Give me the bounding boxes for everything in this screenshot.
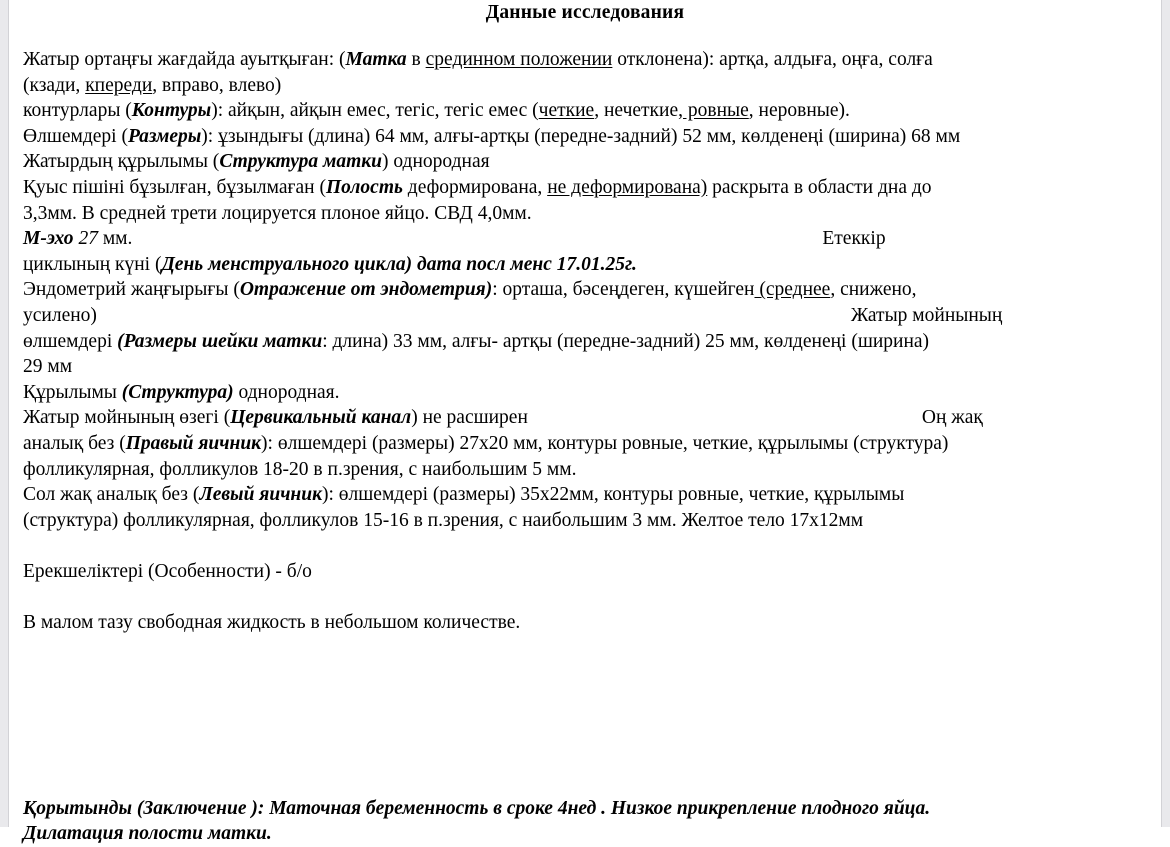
cavity-undeformed-underlined: не деформирована) bbox=[547, 176, 708, 198]
m-echo-unit: мм. bbox=[97, 228, 133, 250]
spacer-before-conclusion bbox=[23, 636, 1147, 796]
endo-average-underlined: (среднее bbox=[754, 279, 831, 301]
contours-term-bold: Контуры bbox=[131, 100, 212, 122]
right-ovary-post: ): өлшемдері (размеры) 27х20 мм, контуры ровные, четкие, құрылымы (структура) bbox=[261, 432, 949, 454]
m-echo-value: 27 bbox=[73, 228, 98, 250]
left-ovary-line bbox=[23, 482, 1147, 508]
uterus-options-underlined: кпереди bbox=[85, 74, 153, 96]
free-fluid-line: В малом тазу свободная жидкость в небольшом количестве. bbox=[23, 612, 521, 634]
contours-line bbox=[23, 98, 1147, 124]
cervix-term-bold: (Размеры шейки матки bbox=[117, 330, 323, 352]
cycle-pre: циклының күні ( bbox=[23, 253, 162, 275]
cervix-pre: өлшемдері bbox=[23, 330, 118, 352]
uterus-mid: в bbox=[406, 49, 426, 70]
uterus-position-after: отклонена): артқа, алдыға, оңға, солға bbox=[612, 49, 933, 70]
endo-pre: Эндометрий жаңғырығы ( bbox=[23, 279, 240, 301]
cervix-post: : длина) 33 мм, алғы- артқы (передне-задний) 25 мм, көлденеңі (ширина) bbox=[322, 330, 930, 352]
right-ovary-label-kk: Оң жақ bbox=[921, 407, 983, 429]
cavity-pre: Қуыс пішіні бұзылған, бұзылмаған ( bbox=[23, 176, 326, 198]
features-line: Ерекшеліктері (Особенности) - б/о bbox=[23, 560, 312, 582]
right-ovary-term-bold: Правый яичник bbox=[125, 432, 262, 454]
m-echo-line bbox=[23, 226, 1147, 252]
uterus-position-line bbox=[23, 47, 1147, 73]
sizes-post: ): ұзындығы (длина) 64 мм, алғы-артқы (передне-задний) 52 мм, көлденеңі (ширина) 68 мм bbox=[201, 125, 961, 147]
structure-term-bold: Структура матки bbox=[219, 151, 382, 173]
page-gutter-right bbox=[1161, 0, 1170, 827]
cavity-line-2: 3,3мм. В средней трети лоцируется плоное яйцо. СВД 4,0мм. bbox=[23, 202, 532, 224]
page-title: Данные исследования bbox=[485, 2, 685, 23]
contours-mid2: , нечеткие, bbox=[594, 100, 683, 122]
cervix-sizes-line-2: 29 мм bbox=[23, 356, 73, 378]
sizes-term-bold: Размеры bbox=[127, 125, 202, 147]
menstrual-label-kk: Етеккір bbox=[822, 228, 886, 250]
cervix-structure-pre: Құрылымы bbox=[23, 381, 122, 403]
endometrium-line bbox=[23, 277, 1147, 303]
uterus-structure-line bbox=[23, 149, 1147, 175]
spacer-after-ovaries bbox=[23, 533, 1147, 559]
right-ovary-line bbox=[23, 431, 1147, 457]
right-ovary-pre: аналық без ( bbox=[23, 432, 126, 454]
cycle-term-bold: День менструального цикла) дата посл менс 17.01.25г. bbox=[161, 253, 637, 275]
endo-mid: : орташа, бәсеңдеген, күшейген bbox=[492, 279, 755, 301]
cavity-line bbox=[23, 175, 1147, 201]
left-ovary-post: ): өлшемдері (размеры) 35х22мм, контуры ровные, четкие, құрылымы bbox=[322, 484, 905, 506]
uterus-sizes-line bbox=[23, 124, 1147, 150]
uterus-options-pre: (кзади, bbox=[23, 74, 86, 96]
contours-even-underlined: ровные bbox=[683, 100, 749, 122]
document-page bbox=[9, 0, 1161, 845]
endo-post: , снижено, bbox=[830, 279, 917, 301]
left-ovary-term-bold: Левый яичник bbox=[199, 484, 322, 506]
cervix-sizes-line bbox=[23, 329, 1147, 355]
canal-term-bold: Цервикальный канал bbox=[230, 407, 412, 429]
right-ovary-line-2: фолликулярная, фолликулов 18-20 в п.зрения, с наибольшим 5 мм. bbox=[23, 458, 577, 480]
cavity-post: раскрыта в области дна до bbox=[707, 176, 932, 198]
left-ovary-pre: Сол жақ аналық без ( bbox=[23, 484, 200, 506]
structure-pre: Жатырдың құрылымы ( bbox=[23, 151, 220, 173]
m-echo-label: М-эхо bbox=[23, 228, 74, 250]
canal-post: ) не расширен bbox=[411, 407, 528, 429]
cavity-term-bold: Полость bbox=[325, 176, 403, 198]
cycle-day-line bbox=[23, 252, 1147, 278]
cervix-structure-term-bold: (Структура) bbox=[121, 381, 234, 403]
sizes-pre: Өлшемдері ( bbox=[23, 125, 128, 147]
endo-term-bold: Отражение от эндометрия) bbox=[239, 279, 493, 301]
cavity-mid: деформирована, bbox=[402, 176, 548, 198]
cervical-canal-line bbox=[23, 405, 1147, 431]
cervix-structure-line bbox=[23, 380, 1147, 406]
canal-pre: Жатыр мойнының өзегі ( bbox=[23, 407, 231, 429]
contours-pre: контурлары ( bbox=[23, 100, 132, 122]
uterus-term-bold: Матка bbox=[345, 49, 407, 70]
left-ovary-line-2: (структура) фолликулярная, фолликулов 15-16 в п.зрения, с наибольшим 3 мм. Желтое тело 17х12мм bbox=[23, 509, 864, 531]
endometrium-line-2 bbox=[23, 303, 1147, 329]
uterus-position-options-line bbox=[23, 73, 1147, 99]
report-body bbox=[23, 47, 1147, 847]
cervix-structure-post: однородная. bbox=[233, 381, 340, 403]
endo-line2: усилено) bbox=[23, 304, 97, 326]
cervix-label-kk: Жатыр мойнының bbox=[850, 304, 1003, 326]
contours-mid: ): айқын, айқын емес, тегіс, тегіс емес ( bbox=[211, 100, 539, 122]
conclusion-line-1: Қорытынды (Заключение ): Маточная беременность в сроке 4нед . Низкое прикрепление плодного яйца. bbox=[23, 797, 931, 819]
uterus-options-post: , вправо, влево) bbox=[152, 74, 282, 96]
contours-clear-underlined: четкие bbox=[538, 100, 595, 122]
uterus-position-underlined: срединном положении bbox=[425, 49, 613, 70]
contours-post: , неровные). bbox=[748, 100, 850, 122]
structure-post: ) однородная bbox=[382, 151, 490, 173]
page-gutter-left bbox=[0, 0, 9, 827]
uterus-position-kk: Жатыр ортаңғы жағдайда ауытқыған: ( bbox=[23, 49, 346, 70]
spacer-after-features bbox=[23, 584, 1147, 610]
conclusion-line-2: Дилатация полости матки. bbox=[23, 823, 272, 845]
